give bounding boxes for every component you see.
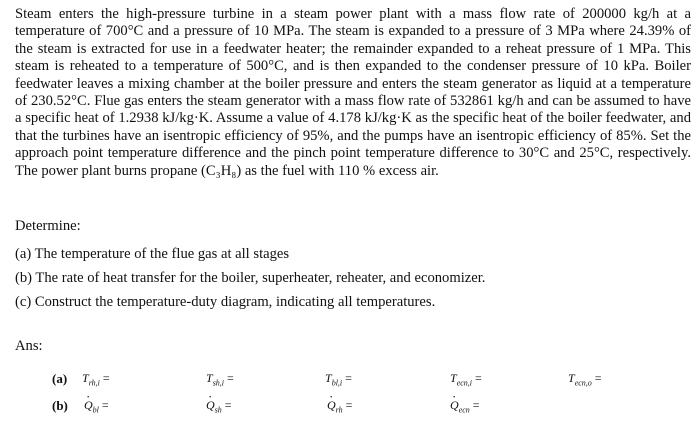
answer-t-sh-i: $T_{sh,i}$ =: [206, 371, 234, 388]
answer-a-label: (a): [52, 371, 68, 386]
answer-row-a: [0, 371, 700, 391]
answer-q-bl: · $Q_{bl}$ =: [84, 398, 109, 414]
part-c: (c) Construct the temperature-duty diagram, indicating all temperatures.: [15, 294, 436, 310]
answer-b-label: (b): [52, 398, 68, 413]
answer-row-b: [0, 398, 700, 418]
determine-label: Determine:: [15, 218, 81, 234]
answer-t-ecn-i: $T_{ecn,i}$ =: [450, 371, 482, 388]
answer-q-rh: · $Q_{rh}$ =: [327, 398, 352, 414]
answer-t-ecn-o: $T_{ecn,o}$ =: [568, 371, 602, 388]
part-b: (b) The rate of heat transfer for the boiler, superheater, reheater, and economizer.: [15, 270, 486, 286]
problem-statement: Steam enters the high-pressure turbine in a steam power plant with a mass flow rate of 200000 kg/h at a temperature of 700°C and a pressure of 10 MPa. The steam is expanded to a pressure of 3 MPa where 24.39% of the steam is extracted for use in a feedwater heater; the remainder expanded to a reheat pressure of 1 MPa. This steam is reheated to a temperature of 500°C, and is then expanded to the condenser pressure of 10 kPa. Boiler feedwater leaves a mixing chamber at the boiler pressure and enters the steam generator as liquid at a temperature of 230.52°C. Flue gas enters the steam generator with a mass flow rate of 532861 kg/h and can be assumed to have a specific heat of 1.2938 kJ/kg·K. Assume a value of 4.178 kJ/kg·K as the specific heat of the boiler feedwater, and that the turbines have an isentropic efficiency of 95%, and the pumps have an isentropic efficiency of 85%. Set the approach point temperature difference and the pinch point temperature difference to 30°C and 25°C, respectively. The power plant burns propane (C₃H₈) as the fuel with 110 % excess air.: [15, 6, 691, 179]
answer-q-ecn: · $Q_{ecn}$ =: [450, 398, 480, 414]
answer-q-sh: · $Q_{sh}$ =: [206, 398, 232, 414]
ans-label: Ans:: [15, 338, 43, 354]
part-a: (a) The temperature of the flue gas at all stages: [15, 246, 290, 262]
answer-t-bl-i: $T_{bl,i}$ =: [325, 371, 352, 388]
answer-t-rh-i: $T_{rh,i}$ =: [82, 371, 110, 388]
parts-list: [15, 242, 485, 314]
